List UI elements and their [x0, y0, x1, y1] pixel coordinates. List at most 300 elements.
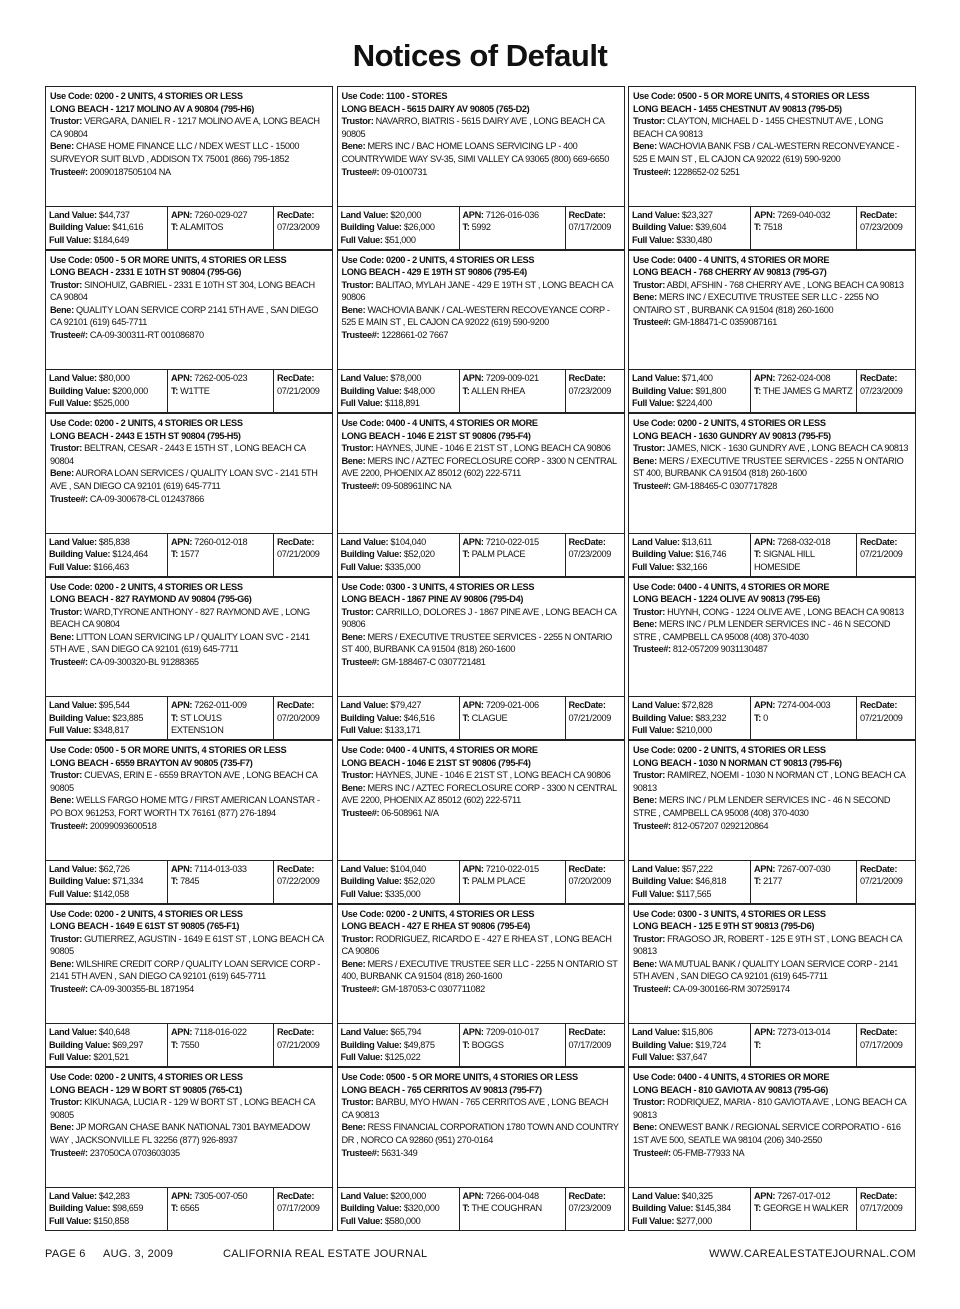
- land-value-row: [49, 1190, 164, 1203]
- land-value-value: $95,544: [98, 700, 130, 711]
- land-value-label: Land Value:: [340, 700, 389, 711]
- full-value-row: [632, 724, 747, 737]
- use-code-row: [342, 417, 620, 430]
- rec-date-cell: [565, 861, 624, 903]
- beneficiary-label: Bene:: [50, 795, 74, 806]
- use-code-label: Use Code:: [633, 254, 676, 265]
- rec-date-value: 07/23/2009: [568, 549, 611, 560]
- beneficiary-row: [633, 794, 911, 819]
- trustor-label: Trustor:: [633, 770, 665, 781]
- full-value-row: [341, 1215, 456, 1228]
- value-cell: [46, 534, 167, 576]
- trustee-number-row: [633, 820, 911, 833]
- property-values: [338, 206, 624, 249]
- use-code-value: 0200 - 2 UNITS, 4 STORIES OR LESS: [94, 581, 243, 592]
- land-value-row: [632, 1026, 747, 1039]
- notice-column: [45, 86, 333, 1231]
- full-value-label: Full Value:: [340, 1052, 383, 1063]
- building-value-label: Building Value:: [632, 876, 694, 887]
- rec-date-label: RecDate:: [568, 863, 606, 874]
- full-value-value: $150,858: [93, 1215, 129, 1226]
- trustee-number-value: 237050CA 0703603035: [89, 1147, 180, 1158]
- beneficiary-row: [50, 1121, 328, 1146]
- apn-cell: [459, 1024, 565, 1066]
- beneficiary-label: Bene:: [633, 619, 657, 630]
- apn-label: APN:: [171, 209, 193, 220]
- notice-card: [628, 1067, 916, 1231]
- tract-row: [463, 385, 562, 398]
- trustor-value: JAMES, NICK - 1630 GUNDRY AVE , LONG BEACH CA 90813: [667, 443, 909, 454]
- use-code-row: [50, 1071, 328, 1084]
- property-values: [338, 1023, 624, 1066]
- value-cell: [629, 697, 750, 739]
- building-value-label: Building Value:: [340, 712, 402, 723]
- beneficiary-value: WILSHIRE CREDIT CORP / QUALITY LOAN SERVICE CORP - 2141 5TH AVEN , SAN DIEGO CA 92101 (619) 645-7711: [50, 958, 321, 982]
- beneficiary-row: [633, 140, 911, 165]
- trustor-label: Trustor:: [341, 933, 374, 944]
- trustee-number-value: CA-09-300166-RM 307259174: [672, 984, 790, 995]
- trustee-number-label: Trustee#:: [50, 984, 88, 995]
- trustor-row: [342, 933, 620, 958]
- building-value-value: $46,818: [695, 876, 727, 887]
- apn-cell: [750, 534, 856, 576]
- trustee-number-value: 09-508961INC NA: [381, 480, 452, 491]
- property-values: [629, 1023, 915, 1066]
- property-values: [629, 533, 915, 576]
- full-value-label: Full Value:: [632, 398, 675, 409]
- tract-label: T:: [462, 549, 470, 560]
- beneficiary-value: JP MORGAN CHASE BANK NATIONAL 7301 BAYMEADOW WAY , JACKSONVILLE FL 32256 (877) 926-8937: [50, 1122, 310, 1145]
- land-value-label: Land Value:: [632, 1190, 680, 1201]
- notice-description: [46, 905, 332, 1024]
- full-value-row: [632, 234, 747, 247]
- rec-date-label: RecDate:: [568, 1190, 606, 1201]
- apn-value: 7267-017-012: [777, 1190, 831, 1201]
- trustor-row: [633, 769, 911, 794]
- property-address: LONG BEACH - 2331 E 10TH ST 90804 (795-G6): [50, 267, 242, 278]
- tract-label: T:: [171, 712, 178, 723]
- property-address: LONG BEACH - 1455 CHESTNUT AV 90813 (795-D5): [633, 103, 842, 114]
- notices-grid: [45, 86, 916, 1231]
- use-code-label: Use Code:: [633, 908, 676, 919]
- apn-label: APN:: [754, 373, 776, 384]
- notice-column: [337, 86, 625, 1231]
- tract-value: BOGGS: [471, 1039, 504, 1050]
- property-values: [338, 860, 624, 903]
- tract-value: SIGNAL HILL HOMESIDE: [754, 549, 815, 572]
- apn-cell: [167, 370, 273, 412]
- land-value-row: [341, 1026, 456, 1039]
- tract-label: T:: [171, 876, 178, 887]
- rec-date-value: 07/20/2009: [277, 712, 320, 723]
- beneficiary-row: [342, 304, 620, 329]
- use-code-value: 0200 - 2 UNITS, 4 STORIES OR LESS: [94, 908, 243, 919]
- rec-date-value: 07/23/2009: [568, 1203, 611, 1214]
- beneficiary-value: ONEWEST BANK / REGIONAL SERVICE CORPORATIO - 616 1ST AVE 500, SEATLE WA 98104 (206) 340-2550: [633, 1122, 901, 1145]
- apn-row: [463, 209, 562, 222]
- building-value-label: Building Value:: [340, 549, 402, 560]
- notice-description: [629, 578, 915, 697]
- tract-row: [754, 221, 853, 234]
- land-value-value: $72,828: [681, 700, 713, 711]
- full-value-label: Full Value:: [632, 1052, 675, 1063]
- rec-date-value: 07/21/2009: [568, 712, 611, 723]
- property-address: LONG BEACH - 1217 MOLINO AV A 90804 (795-H6): [50, 103, 254, 114]
- notice-card: [45, 413, 333, 577]
- apn-label: APN:: [462, 1027, 484, 1038]
- apn-value: 7209-021-006: [485, 700, 539, 711]
- building-value-value: $200,000: [112, 385, 148, 396]
- building-value-row: [341, 875, 456, 888]
- apn-cell: [459, 207, 565, 249]
- trustor-label: Trustor:: [50, 770, 82, 781]
- beneficiary-row: [633, 1121, 911, 1146]
- full-value-value: $37,647: [676, 1052, 708, 1063]
- property-address: LONG BEACH - 1867 PINE AV 90806 (795-D4): [341, 594, 524, 605]
- apn-row: [754, 209, 853, 222]
- notice-description: [629, 741, 915, 860]
- trustor-value: NAVARRO, BIATRIS - 5615 DAIRY AVE , LONG BEACH CA 90805: [341, 116, 605, 139]
- rec-date-cell: [856, 370, 915, 412]
- land-value-value: $80,000: [98, 373, 130, 384]
- trustor-value: SINOHUIZ, GABRIEL - 2331 E 10TH ST 304, LONG BEACH CA 90804: [50, 279, 315, 303]
- full-value-label: Full Value:: [49, 234, 92, 245]
- tract-label: T:: [462, 1039, 470, 1050]
- apn-row: [754, 863, 853, 876]
- full-value-value: $51,000: [384, 234, 416, 245]
- rec-date-value: 07/21/2009: [860, 549, 903, 560]
- land-value-value: $65,794: [390, 1027, 422, 1038]
- trustor-label: Trustor:: [633, 443, 665, 454]
- footer-page-number: PAGE 6: [45, 1248, 86, 1260]
- trustor-value: RAMIREZ, NOEMI - 1030 N NORMAN CT , LONG BEACH CA 90813: [633, 770, 906, 793]
- apn-cell: [750, 1024, 856, 1066]
- trustee-number-label: Trustee#:: [341, 166, 380, 177]
- property-address: LONG BEACH - 1030 N NORMAN CT 90813 (795-F6): [633, 757, 842, 768]
- full-value-value: $142,058: [93, 888, 129, 899]
- property-address: LONG BEACH - 1630 GUNDRY AV 90813 (795-F5): [633, 430, 831, 441]
- value-cell: [338, 861, 459, 903]
- trustee-number-value: CA-09-300355-BL 1871954: [89, 984, 194, 995]
- tract-label: T:: [171, 1039, 178, 1050]
- trustor-label: Trustor:: [341, 279, 374, 290]
- trustor-row: [633, 606, 911, 619]
- apn-row: [754, 1190, 853, 1203]
- notice-description: [629, 251, 915, 370]
- building-value-row: [49, 1202, 164, 1215]
- use-code-label: Use Code:: [341, 581, 384, 592]
- trustee-number-value: 1228652-02 5251: [672, 166, 740, 177]
- use-code-row: [633, 581, 911, 594]
- use-code-value: 0500 - 5 OR MORE UNITS, 4 STORIES OR LESS: [677, 91, 870, 101]
- trustee-number-row: [342, 1147, 620, 1160]
- rec-date-cell: [273, 370, 332, 412]
- use-code-row: [633, 744, 911, 757]
- land-value-row: [632, 699, 747, 712]
- tract-row: [171, 221, 270, 234]
- trustee-number-label: Trustee#:: [50, 493, 88, 504]
- trustee-number-row: [342, 329, 620, 342]
- trustor-value: RODRIGUEZ, RICARDO E - 427 E RHEA ST , LONG BEACH CA 90806: [341, 933, 612, 957]
- beneficiary-label: Bene:: [633, 141, 657, 152]
- building-value-row: [632, 1039, 747, 1052]
- notice-description: [46, 578, 332, 697]
- building-value-value: $320,000: [403, 1203, 440, 1214]
- notice-description: [338, 414, 624, 533]
- full-value-value: $201,521: [93, 1052, 129, 1063]
- property-address: LONG BEACH - 827 RAYMOND AV 90804 (795-G6): [50, 594, 252, 605]
- building-value-row: [341, 385, 456, 398]
- rec-date-value: 07/21/2009: [277, 385, 320, 396]
- rec-date-label: RecDate:: [568, 1027, 606, 1038]
- land-value-value: $85,838: [98, 536, 130, 547]
- tract-value: 2177: [763, 876, 783, 887]
- land-value-row: [49, 372, 164, 385]
- land-value-value: $23,327: [681, 209, 713, 220]
- rec-date-label: RecDate:: [860, 1190, 898, 1201]
- beneficiary-row: [50, 467, 328, 492]
- footer-website-link[interactable]: WWW.CAREALESTATEJOURNAL.COM: [709, 1248, 916, 1260]
- full-value-label: Full Value:: [340, 234, 383, 245]
- trustor-row: [342, 1096, 620, 1121]
- property-values: [46, 860, 332, 903]
- full-value-value: $166,463: [93, 561, 129, 572]
- apn-value: 7209-010-017: [485, 1027, 539, 1038]
- trustor-value: HAYNES, JUNE - 1046 E 21ST ST , LONG BEACH CA 90806: [375, 770, 611, 781]
- full-value-label: Full Value:: [49, 398, 92, 409]
- page-title: Notices of Default: [352, 38, 608, 73]
- apn-label: APN:: [754, 863, 776, 874]
- apn-cell: [459, 697, 565, 739]
- building-value-label: Building Value:: [632, 222, 694, 233]
- trustee-number-value: 1228661-02 7667: [381, 330, 449, 341]
- land-value-row: [632, 372, 747, 385]
- land-value-value: $42,283: [98, 1190, 130, 1201]
- trustee-number-row: [633, 166, 911, 179]
- land-value-value: $15,806: [681, 1027, 713, 1038]
- apn-row: [171, 536, 270, 549]
- rec-date-cell: [273, 534, 332, 576]
- beneficiary-label: Bene:: [341, 958, 366, 969]
- tract-value: 6565: [180, 1203, 200, 1214]
- use-code-row: [633, 908, 911, 921]
- full-value-row: [632, 888, 747, 901]
- trustor-value: FRAGOSO JR, ROBERT - 125 E 9TH ST , LONG BEACH CA 90813: [633, 933, 902, 957]
- land-value-label: Land Value:: [632, 1027, 680, 1038]
- tract-value: THE COUGHRAN: [471, 1203, 542, 1214]
- trustee-number-value: 09-0100731: [381, 166, 427, 177]
- trustee-number-label: Trustee#:: [341, 984, 380, 995]
- rec-date-value: 07/22/2009: [277, 876, 320, 887]
- trustee-number-row: [633, 316, 911, 329]
- building-value-row: [341, 548, 456, 561]
- property-values: [46, 1023, 332, 1066]
- use-code-row: [633, 1071, 911, 1084]
- tract-value: GEORGE H WALKER: [763, 1203, 849, 1214]
- trustee-number-label: Trustee#:: [633, 480, 671, 491]
- beneficiary-label: Bene:: [341, 782, 366, 793]
- apn-row: [171, 209, 270, 222]
- beneficiary-row: [50, 794, 328, 819]
- building-value-label: Building Value:: [49, 1203, 111, 1214]
- use-code-row: [633, 254, 911, 267]
- trustor-value: RODRIQUEZ, MARIA - 810 GAVIOTA AVE , LONG BEACH CA 90813: [633, 1097, 906, 1120]
- trustee-number-row: [342, 656, 620, 669]
- building-value-row: [632, 385, 747, 398]
- property-address: LONG BEACH - 810 GAVIOTA AV 90813 (795-G6): [633, 1084, 828, 1095]
- land-value-value: $200,000: [390, 1190, 426, 1201]
- rec-date-cell: [565, 1188, 624, 1230]
- full-value-value: $580,000: [384, 1215, 421, 1226]
- property-address: LONG BEACH - 6559 BRAYTON AV 90805 (735-F7): [50, 757, 253, 768]
- full-value-value: $335,000: [384, 888, 421, 899]
- full-value-row: [341, 1051, 456, 1064]
- apn-row: [754, 536, 853, 549]
- trustee-number-row: [342, 480, 620, 493]
- tract-value: 7518: [763, 222, 783, 233]
- trustor-value: CLAYTON, MICHAEL D - 1455 CHESTNUT AVE , LONG BEACH CA 90813: [633, 116, 884, 139]
- trustor-row: [633, 1096, 911, 1121]
- property-values: [46, 533, 332, 576]
- building-value-value: $16,746: [695, 549, 727, 560]
- tract-label: T:: [754, 1039, 761, 1050]
- property-address: LONG BEACH - 129 W BORT ST 90805 (765-C1): [50, 1084, 242, 1095]
- use-code-label: Use Code:: [50, 908, 93, 919]
- trustor-label: Trustor:: [341, 116, 374, 127]
- apn-value: 7210-022-015: [485, 536, 539, 547]
- tract-label: T:: [462, 385, 470, 396]
- full-value-value: $525,000: [93, 398, 129, 409]
- rec-date-value: 07/23/2009: [277, 222, 320, 233]
- trustee-number-value: 812-057207 0292120864: [672, 820, 769, 831]
- notice-card: [337, 577, 625, 741]
- building-value-row: [49, 548, 164, 561]
- notice-description: [338, 905, 624, 1024]
- value-cell: [46, 861, 167, 903]
- beneficiary-value: CHASE HOME FINANCE LLC / NDEX WEST LLC - 15000 SURVEYOR SUIT BLVD , ADDISON TX 75001 (866) 795-1852: [50, 141, 300, 164]
- rec-date-value: 07/23/2009: [568, 385, 611, 396]
- tract-row: [463, 1039, 562, 1052]
- apn-value: 7262-005-023: [194, 373, 248, 384]
- trustor-row: [50, 1096, 328, 1121]
- beneficiary-value: WACHOVIA BANK / CAL-WESTERN RECOVEYANCE CORP - 525 E MAIN ST , EL CAJON CA 92022 (619) 590-9200: [341, 304, 610, 328]
- beneficiary-label: Bene:: [341, 1122, 366, 1133]
- building-value-value: $98,659: [112, 1203, 144, 1214]
- apn-value: 7260-029-027: [194, 209, 248, 220]
- full-value-label: Full Value:: [632, 725, 675, 736]
- building-value-value: $41,616: [112, 222, 144, 233]
- apn-cell: [167, 534, 273, 576]
- tract-row: [754, 385, 853, 398]
- tract-value: 7550: [180, 1039, 200, 1050]
- beneficiary-value: WA MUTUAL BANK / QUALITY LOAN SERVICE CORP - 2141 5TH AVEN , SAN DIEGO CA 92101 (619) 645-7711: [633, 958, 898, 982]
- land-value-label: Land Value:: [49, 1027, 97, 1038]
- land-value-label: Land Value:: [632, 536, 680, 547]
- trustor-value: BARBU, MYO HWAN - 765 CERRITOS AVE , LONG BEACH CA 90813: [341, 1097, 609, 1120]
- apn-value: 7268-032-018: [777, 536, 831, 547]
- full-value-value: $335,000: [384, 561, 421, 572]
- apn-cell: [750, 370, 856, 412]
- trustee-number-row: [633, 480, 911, 493]
- building-value-label: Building Value:: [632, 1039, 694, 1050]
- apn-row: [754, 372, 853, 385]
- apn-row: [463, 536, 562, 549]
- use-code-label: Use Code:: [50, 581, 93, 592]
- use-code-value: 0500 - 5 OR MORE UNITS, 4 STORIES OR LESS: [94, 254, 287, 265]
- trustor-row: [342, 769, 620, 782]
- notice-description: [629, 87, 915, 206]
- property-address: LONG BEACH - 1046 E 21ST ST 90806 (795-F4): [341, 757, 531, 768]
- trustor-value: GUTIERREZ, AGUSTIN - 1649 E 61ST ST , LONG BEACH CA 90805: [50, 933, 324, 957]
- trustor-label: Trustor:: [633, 279, 665, 290]
- apn-row: [463, 372, 562, 385]
- rec-date-cell: [565, 370, 624, 412]
- land-value-label: Land Value:: [49, 863, 97, 874]
- full-value-row: [341, 397, 456, 410]
- rec-date-label: RecDate:: [277, 863, 315, 874]
- beneficiary-row: [342, 782, 620, 807]
- property-address: LONG BEACH - 427 E RHEA ST 90806 (795-E4): [341, 921, 531, 932]
- trustor-row: [633, 115, 911, 140]
- apn-label: APN:: [171, 1190, 193, 1201]
- trustor-row: [342, 115, 620, 140]
- tract-value: 5992: [471, 222, 491, 233]
- building-value-value: $49,875: [403, 1039, 435, 1050]
- apn-label: APN:: [462, 700, 484, 711]
- building-value-label: Building Value:: [49, 876, 111, 887]
- property-address: LONG BEACH - 5615 DAIRY AV 90805 (765-D2): [341, 103, 530, 114]
- use-code-value: 0300 - 3 UNITS, 4 STORIES OR LESS: [386, 581, 535, 592]
- tract-value: PALM PLACE: [471, 876, 526, 887]
- beneficiary-value: MERS INC / AZTEC FORECLOSURE CORP - 3300 N CENTRAL AVE 2200, PHOENIX AZ 85012 (602) 222-5711: [341, 782, 617, 806]
- beneficiary-row: [342, 140, 620, 165]
- trustee-number-row: [342, 166, 620, 179]
- property-address: LONG BEACH - 1224 OLIVE AV 90813 (795-E6): [633, 594, 820, 605]
- use-code-row: [50, 744, 328, 757]
- full-value-row: [49, 888, 164, 901]
- beneficiary-row: [342, 1121, 620, 1146]
- tract-label: T:: [462, 222, 470, 233]
- rec-date-label: RecDate:: [277, 373, 315, 384]
- trustee-number-value: GM-188467-C 0307721481: [381, 657, 486, 668]
- tract-row: [171, 1039, 270, 1052]
- land-value-label: Land Value:: [632, 373, 680, 384]
- tract-row: [754, 1039, 853, 1052]
- property-address: LONG BEACH - 125 E 9TH ST 90813 (795-D6): [633, 921, 815, 932]
- trustor-row: [50, 115, 328, 140]
- apn-cell: [459, 1188, 565, 1230]
- rec-date-label: RecDate:: [277, 1027, 315, 1038]
- trustor-row: [633, 933, 911, 958]
- tract-label: T:: [754, 549, 761, 560]
- beneficiary-value: QUALITY LOAN SERVICE CORP 2141 5TH AVE , SAN DIEGO CA 92101 (619) 645-7711: [50, 304, 319, 328]
- property-address: LONG BEACH - 1046 E 21ST ST 90806 (795-F4): [341, 430, 531, 441]
- building-value-value: $124,464: [112, 549, 148, 560]
- notice-description: [46, 1068, 332, 1187]
- property-values: [629, 696, 915, 739]
- value-cell: [629, 861, 750, 903]
- rec-date-value: 07/17/2009: [568, 222, 611, 233]
- trustee-number-label: Trustee#:: [633, 166, 671, 177]
- building-value-row: [49, 712, 164, 725]
- notice-card: [628, 86, 916, 250]
- apn-value: 7260-012-018: [194, 536, 248, 547]
- rec-date-label: RecDate:: [277, 536, 315, 547]
- value-cell: [46, 207, 167, 249]
- trustor-label: Trustor:: [633, 1097, 665, 1108]
- land-value-value: $44,737: [98, 209, 130, 220]
- property-values: [46, 696, 332, 739]
